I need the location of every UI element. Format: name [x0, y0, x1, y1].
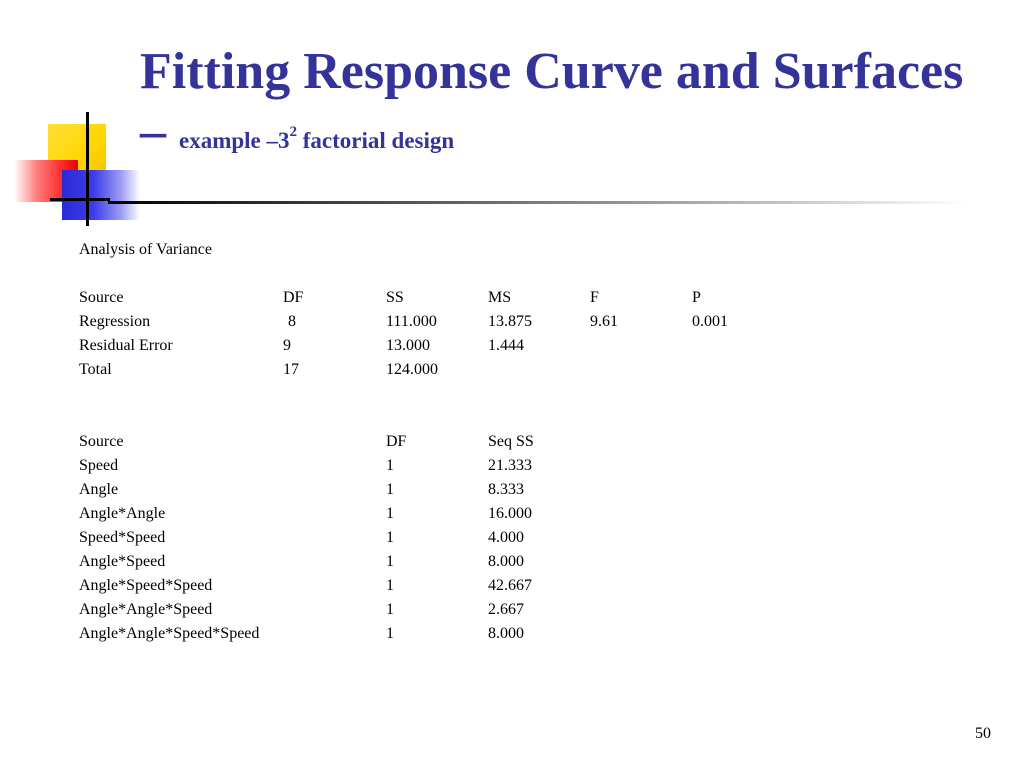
seq-row [79, 598, 524, 622]
seq-row [79, 454, 532, 478]
anova-cell-ss: 13.000 [386, 337, 430, 354]
seq-row [79, 502, 532, 526]
slide-title [140, 42, 1000, 171]
seq-cell-seq-ss: 16.000 [488, 505, 532, 522]
anova-header-p: P [692, 289, 701, 306]
seq-row [79, 622, 524, 646]
seq-header-row [79, 430, 534, 454]
anova-cell-df: 8 [288, 313, 296, 330]
seq-cell-df: 1 [386, 601, 394, 618]
title-sub-superscript: 2 [289, 124, 298, 140]
decor-vertical-line [86, 112, 89, 226]
decor-horizontal-line [50, 198, 110, 201]
seq-cell-df: 1 [386, 553, 394, 570]
seq-cell-df: 1 [386, 481, 394, 498]
seq-cell-seq-ss: 4.000 [488, 529, 524, 546]
anova-cell-source: Regression [79, 313, 151, 330]
seq-cell-source: Angle*Angle [79, 505, 166, 522]
anova-row [79, 334, 524, 358]
anova-row [79, 310, 728, 334]
seq-cell-source: Angle*Angle*Speed [79, 601, 213, 618]
blank-line [79, 262, 212, 286]
seq-cell-seq-ss: 8.000 [488, 625, 524, 642]
seq-cell-df: 1 [386, 577, 394, 594]
page-number: 50 [975, 725, 991, 742]
seq-cell-seq-ss: 42.667 [488, 577, 532, 594]
seq-cell-source: Angle*Speed*Speed [79, 577, 213, 594]
seq-cell-source: Speed*Speed [79, 529, 166, 546]
anova-cell-df: 9 [283, 337, 291, 354]
blank-line [79, 382, 212, 406]
seq-cell-seq-ss: 8.333 [488, 481, 524, 498]
seq-cell-df: 1 [386, 625, 394, 642]
seq-cell-source: Angle*Angle*Speed*Speed [79, 625, 260, 642]
anova-header-ms: MS [488, 289, 512, 306]
anova-cell-ss: 111.000 [386, 313, 437, 330]
seq-row [79, 574, 532, 598]
anova-cell-df: 17 [283, 361, 299, 378]
seq-cell-source: Angle*Speed [79, 553, 166, 570]
anova-cell-source: Residual Error [79, 337, 173, 354]
anova-header-source: Source [79, 289, 124, 306]
anova-cell-ss: 124.000 [386, 361, 438, 378]
anova-header-df: DF [283, 289, 304, 306]
seq-cell-source: Angle [79, 481, 119, 498]
seq-header-seq-ss: Seq SS [488, 433, 534, 450]
seq-cell-seq-ss: 21.333 [488, 457, 532, 474]
seq-cell-seq-ss: 8.000 [488, 553, 524, 570]
anova-row [79, 358, 438, 382]
seq-row [79, 550, 524, 574]
title-sub-prefix: example –3 [179, 128, 290, 153]
seq-header-df: DF [386, 433, 407, 450]
seq-cell-df: 1 [386, 505, 394, 522]
title-underline-rule [108, 201, 968, 204]
seq-cell-seq-ss: 2.667 [488, 601, 524, 618]
seq-row [79, 526, 524, 550]
seq-header-source: Source [79, 433, 124, 450]
title-sub-suffix: factorial design [297, 128, 455, 153]
anova-cell-f: 9.61 [590, 313, 618, 330]
anova-heading: Analysis of Variance [79, 241, 212, 258]
anova-cell-ms: 13.875 [488, 313, 532, 330]
seq-cell-source: Speed [79, 457, 119, 474]
seq-cell-df: 1 [386, 529, 394, 546]
slide-body [79, 238, 728, 646]
decor-blue-square [62, 170, 140, 220]
title-main: Fitting Response Curve and Surfaces – [140, 43, 964, 160]
anova-header-f: F [590, 289, 599, 306]
seq-cell-df: 1 [386, 457, 394, 474]
anova-header-ss: SS [386, 289, 404, 306]
blank-line [79, 406, 212, 430]
anova-cell-source: Total [79, 361, 112, 378]
title-subtitle [179, 124, 455, 153]
seq-row [79, 478, 524, 502]
anova-cell-ms: 1.444 [488, 337, 524, 354]
anova-cell-p: 0.001 [692, 313, 728, 330]
anova-header-row [79, 286, 701, 310]
